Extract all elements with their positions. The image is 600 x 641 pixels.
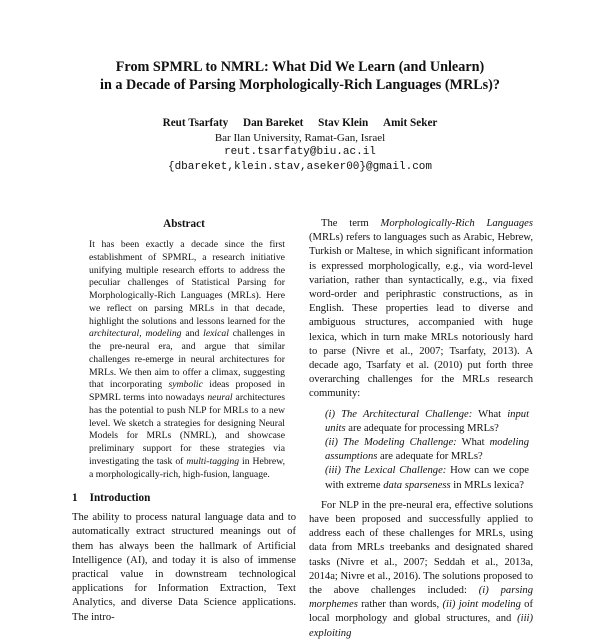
italic-span: (iii) exploiting (309, 613, 533, 639)
text-span: The term (321, 218, 381, 229)
author-list (0, 116, 600, 131)
challenge-label: (iii) The Lexical Challenge: (325, 465, 447, 477)
text-span: are adequate for processing MRLs? (345, 422, 499, 434)
author-name: Stav Klein (318, 117, 369, 129)
text-span: What (456, 437, 490, 449)
italic-span: Morphologically-Rich Languages (380, 218, 533, 229)
abstract-span: and (181, 328, 204, 340)
abstract-span: ideas proposed in SPMRL terms into nowadays (89, 379, 285, 403)
challenge-item (325, 436, 529, 464)
left-column (72, 217, 296, 625)
paper-header (0, 58, 600, 175)
text-span: are adequate for MRLs? (377, 451, 483, 463)
abstract-span: architectures has the potential to push NLP for MRLs to a new level. We sketch a strategies for designing Neural Models for MRLs (NMRL), and showcase preliminary support for these strategies via investigating the task of (89, 392, 286, 467)
email-address: reut.tsarfaty@biu.ac.il (224, 146, 376, 158)
title-line-1: From SPMRL to NMRL: What Did We Learn (and Unlearn) (115, 59, 485, 75)
text-span: rather than words, (357, 599, 443, 611)
title-line-2: in a Decade of Parsing Morphologically-Rich Languages (MRLs)? (100, 77, 500, 93)
abstract-span: in Hebrew, a morphologically-rich, high-fusion, language. (89, 455, 285, 480)
affiliation: Bar Ilan University, Ramat-Gan, Israel (214, 132, 386, 144)
abstract-italic: multi-tagging (186, 455, 240, 467)
italic-span: modeling assumptions (325, 437, 530, 463)
abstract-span: challenges in the pre-neural era, and argue that similar challenges re-emerge in neural architectures for MRLs. We then aim to offer a climax, suggesting that incorporating (89, 328, 285, 391)
challenge-item (325, 464, 529, 492)
section-title: Introduction (89, 492, 151, 505)
author-name: Amit Seker (383, 117, 438, 129)
text-span: of local morphology and global structures, and (309, 599, 533, 625)
challenge-item (325, 408, 529, 436)
intro-paragraph: The ability to process natural language data and to automatically extract structured meanings out of them has always been the hallmark of Artificial Intelligence (AI), and today it is also of immense practical value in downstream technological applications for Information Extraction, Text Analytics, and diverse Data Science applications. The intro- (72, 512, 296, 623)
italic-span: (ii) joint modeling (442, 599, 521, 611)
author-name: Reut Tsarfaty (162, 117, 229, 129)
abstract-italic: symbolic (168, 379, 203, 391)
abstract-heading: Abstract (163, 218, 205, 230)
right-column (309, 217, 533, 641)
italic-span: data sparseness (383, 479, 451, 491)
italic-span: input units (325, 408, 530, 434)
italic-span: (i) parsing morphemes (309, 585, 533, 611)
text-span: What (472, 408, 508, 420)
challenge-label: (ii) The Modeling Challenge: (325, 437, 457, 449)
paper-title (0, 58, 600, 94)
mrl-definition-paragraph (309, 217, 533, 402)
abstract-italic: neural (207, 392, 233, 403)
abstract-text (89, 239, 285, 481)
author-name: Dan Bareket (242, 117, 304, 129)
abstract-italic: lexical (203, 328, 229, 340)
text-span: in MRLs lexica? (450, 479, 524, 491)
text-span: For NLP in the pre-neural era, effective solutions have been proposed and successfully applied to address each of these challenges for MRLs, using data from MRLs treebanks and designated shared tasks (Nivre et al., 2007; Seddah et al., 2013a, 2014a; Nivre et al., 2016). The solutions proposed to the above challenges included: (309, 499, 533, 597)
pre-neural-paragraph (309, 499, 533, 641)
text-span: (MRLs) refers to languages such as Arabic, Hebrew, Turkish or Maltese, in which significant information is expressed morphologically, e.g., via word-level variation, rather than syntactically, e.g., via fixed word-order and periphrastic constructions, as in English. These properties lead to diverse and ambiguous structures, accompanied with huge lexica, which in turn make MRLs notoriously hard to parse (Nivre et al., 2007; Tsarfaty, 2013). A decade ago, Tsarfaty et al. (2010) put forth three overarching challenges for the MRLs research community: (309, 232, 533, 400)
email-address-group: {dbareket,klein.stav,aseker00}@gmail.com (167, 161, 433, 173)
abstract-span: It has been exactly a decade since the first establishment of SPMRL, a research initiative unifying multiple research efforts to address the peculiar challenges of Statistical Parsing for Morphologically-Rich Languages (MRLs). Here we reflect on parsing MRLs in that decade, highlight the solutions and lessons learned for the (89, 239, 285, 327)
text-span: How can we cope with extreme (325, 465, 529, 491)
challenge-label: (i) The Architectural Challenge: (325, 408, 473, 420)
section-heading (72, 491, 296, 505)
section-number: 1 (72, 492, 78, 505)
challenge-list (325, 408, 529, 493)
abstract-italic: architectural, modeling (89, 328, 182, 340)
